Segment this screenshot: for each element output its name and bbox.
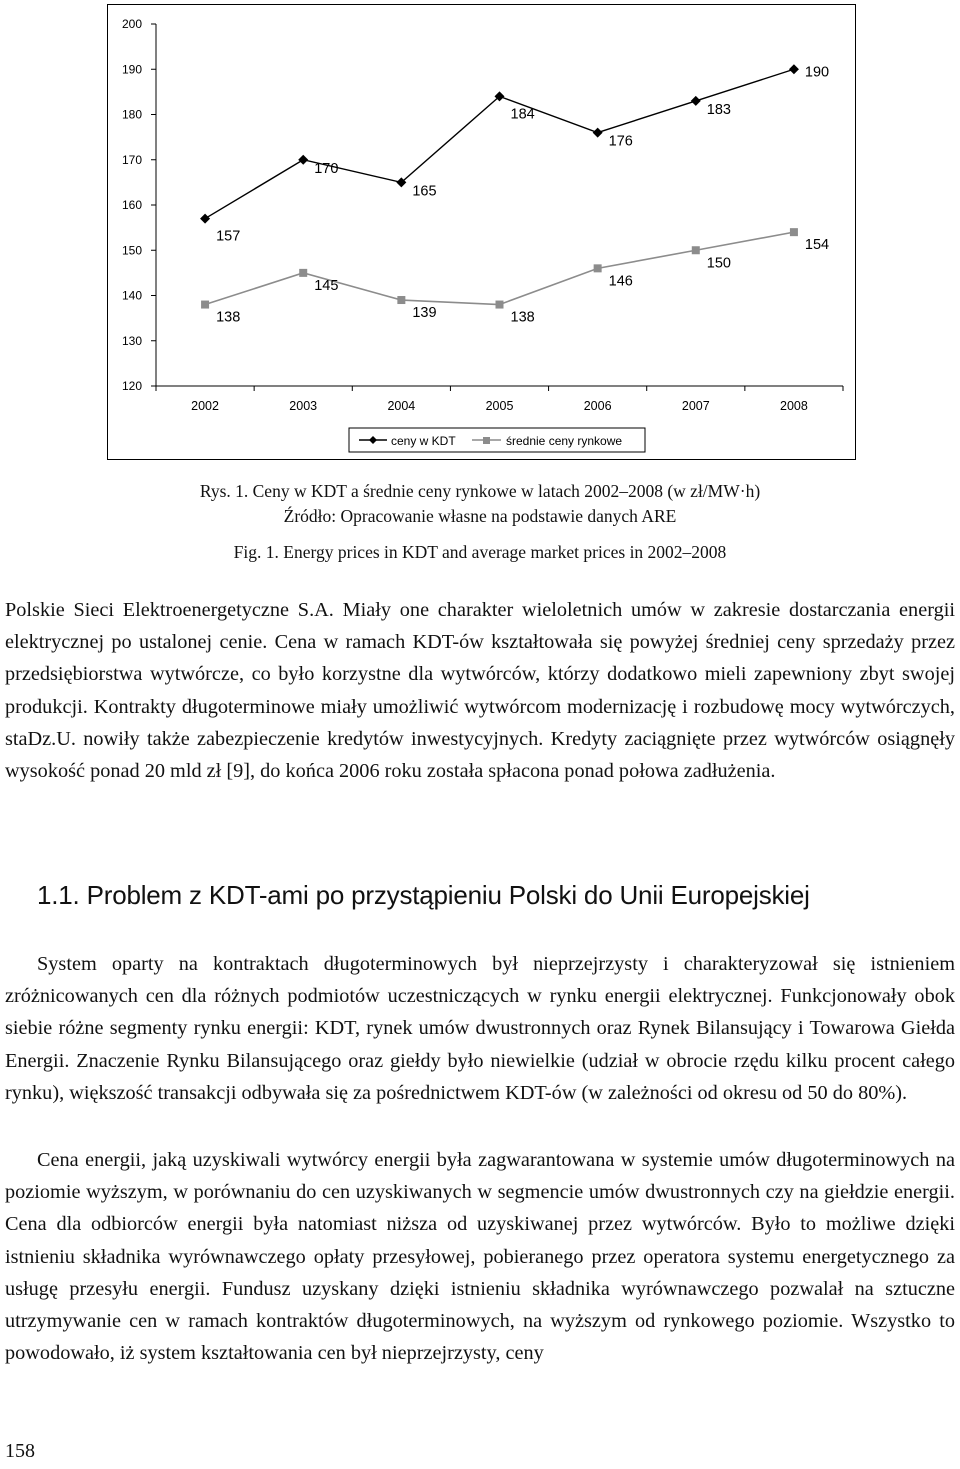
body-paragraph-3: Cena energii, jaką uzyskiwali wytwórcy energii była zagwarantowana w systemie umów długoterminowych na poziomie wyższym, w porównaniu do cen uzyskiwanych w segmencie umów dwustronnych czy na giełdzie energii. Cena dla odbiorców energii była natomiast niższa od uzyskiwanej przez wytwórców. Było to możliwe dzięki istnieniu składnika wyrównawczego opłaty przesyłowej, pobieranego przez operatora systemu energetycznego za usługę przesyłu energii. Fundusz uzyskany dzięki istnieniu składnika wyrównawczego pozwalał na sztuczne utrzymywanie cen w ramach kontraktów długoterminowych, na wyższym od rynkowego poziomie. Wszystko to powodowało, iż system kształtowania cen był nieprzejrzysty, ceny [5,1149,955,1365]
x-tick-label: 2007 [681,399,710,413]
section-heading: 1.1. Problem z KDT-ami po przystąpieniu Polski do Unii Europejskiej [37,880,810,910]
x-tick-label: 2002 [191,399,219,413]
figure-caption-en: Fig. 1. Energy prices in KDT and average market prices in 2002–2008 [233,542,727,562]
data-label-kdt: 190 [804,64,830,81]
data-label-market: 146 [608,273,633,290]
x-tick-label: 2005 [485,399,514,413]
x-tick-label: 2003 [289,399,318,413]
y-tick-label: 130 [121,333,142,348]
y-tick-label: 190 [121,62,142,77]
data-label-market: 139 [412,305,437,322]
data-point-market [790,228,798,236]
data-label-kdt: 183 [706,101,731,118]
legend-market-label: średnie ceny rynkowe [506,434,623,448]
data-label-kdt: 176 [608,133,633,150]
data-point-market [594,264,602,272]
data-point-market [692,246,700,254]
data-label-market: 138 [510,309,535,326]
page-number: 158 [5,1440,35,1462]
data-point-kdt [789,64,799,74]
x-tick-label: 2008 [780,399,808,413]
price-chart-svg [108,5,855,459]
y-tick-label: 200 [121,17,142,31]
price-chart [107,4,856,460]
legend-market-marker [483,437,490,444]
data-point-market [397,296,405,304]
data-label-kdt: 165 [412,183,437,200]
series-line [205,232,794,304]
figure-caption-pl: Rys. 1. Ceny w KDT a średnie ceny rynkowe w latach 2002–2008 (w zł/MW·h) [199,481,761,501]
data-point-kdt [691,96,701,106]
data-label-kdt: 184 [510,106,535,123]
x-tick-label: 2006 [583,399,612,413]
data-point-market [299,269,307,277]
body-paragraph-2: System oparty na kontraktach długoterminowych był nieprzejrzysty i charakteryzował się istnieniem zróżnicowanych cen dla różnych podmiotów uczestniczących w rynku energii elektrycznej. Funkcjonowały obok siebie różne segmenty rynku energii: KDT, rynek umów dwustronnych oraz Rynek Bilansujący i Towarowa Giełda Energii. Znaczenie Rynku Bilansującego oraz giełdy było niewielkie (udział w obrocie rzędu kilku procent całego rynku), większość transakcji odbywała się za pośrednictwem KDT-ów (w zależności od okresu od 50 do 80%). [5,953,955,1104]
y-tick-label: 170 [121,152,142,167]
y-tick-label: 140 [121,288,142,303]
data-label-market: 145 [314,277,339,294]
data-point-kdt [200,214,210,224]
data-label-kdt: 170 [314,160,339,177]
data-label-market: 150 [706,255,731,272]
y-tick-label: 180 [121,107,142,122]
legend-kdt-label: ceny w KDT [391,434,456,448]
body-paragraph-1: Polskie Sieci Elektroenergetyczne S.A. Miały one charakter wieloletnich umów w zakresie dostarczania energii elektrycznej po ustalonej cenie. Cena w ramach KDT-ów kształtowała się powyżej średniej ceny sprzedaży przez przedsiębiorstwa wytwórcze, co było korzystne dla wytwórców, którzy dodatkowo mieli zapewniony zbyt swojej produkcji. Kontrakty długoterminowe miały umożliwić wytwórcom modernizację i rozbudowę mocy wytwórczych, staDz.U. nowiły także zabezpieczenie kredytów inwestycyjnych. Kredyty zaciągnięte przez wytwórców osiągnęły wysokość ponad 20 mld zł [9], do końca 2006 roku została spłacona ponad połowa zadłużenia. [5,599,955,783]
y-tick-label: 120 [121,379,142,393]
y-tick-label: 150 [121,243,142,258]
figure-source: Źródło: Opracowanie własne na podstawie danych ARE [283,506,677,526]
data-point-kdt [593,128,603,138]
data-point-market [496,301,504,309]
data-label-market: 154 [804,237,830,254]
data-label-kdt: 157 [216,228,241,245]
x-tick-label: 2004 [387,399,416,413]
y-tick-label: 160 [121,198,142,212]
data-label-market: 138 [216,309,241,326]
data-point-market [201,301,209,309]
data-point-kdt [298,155,308,165]
